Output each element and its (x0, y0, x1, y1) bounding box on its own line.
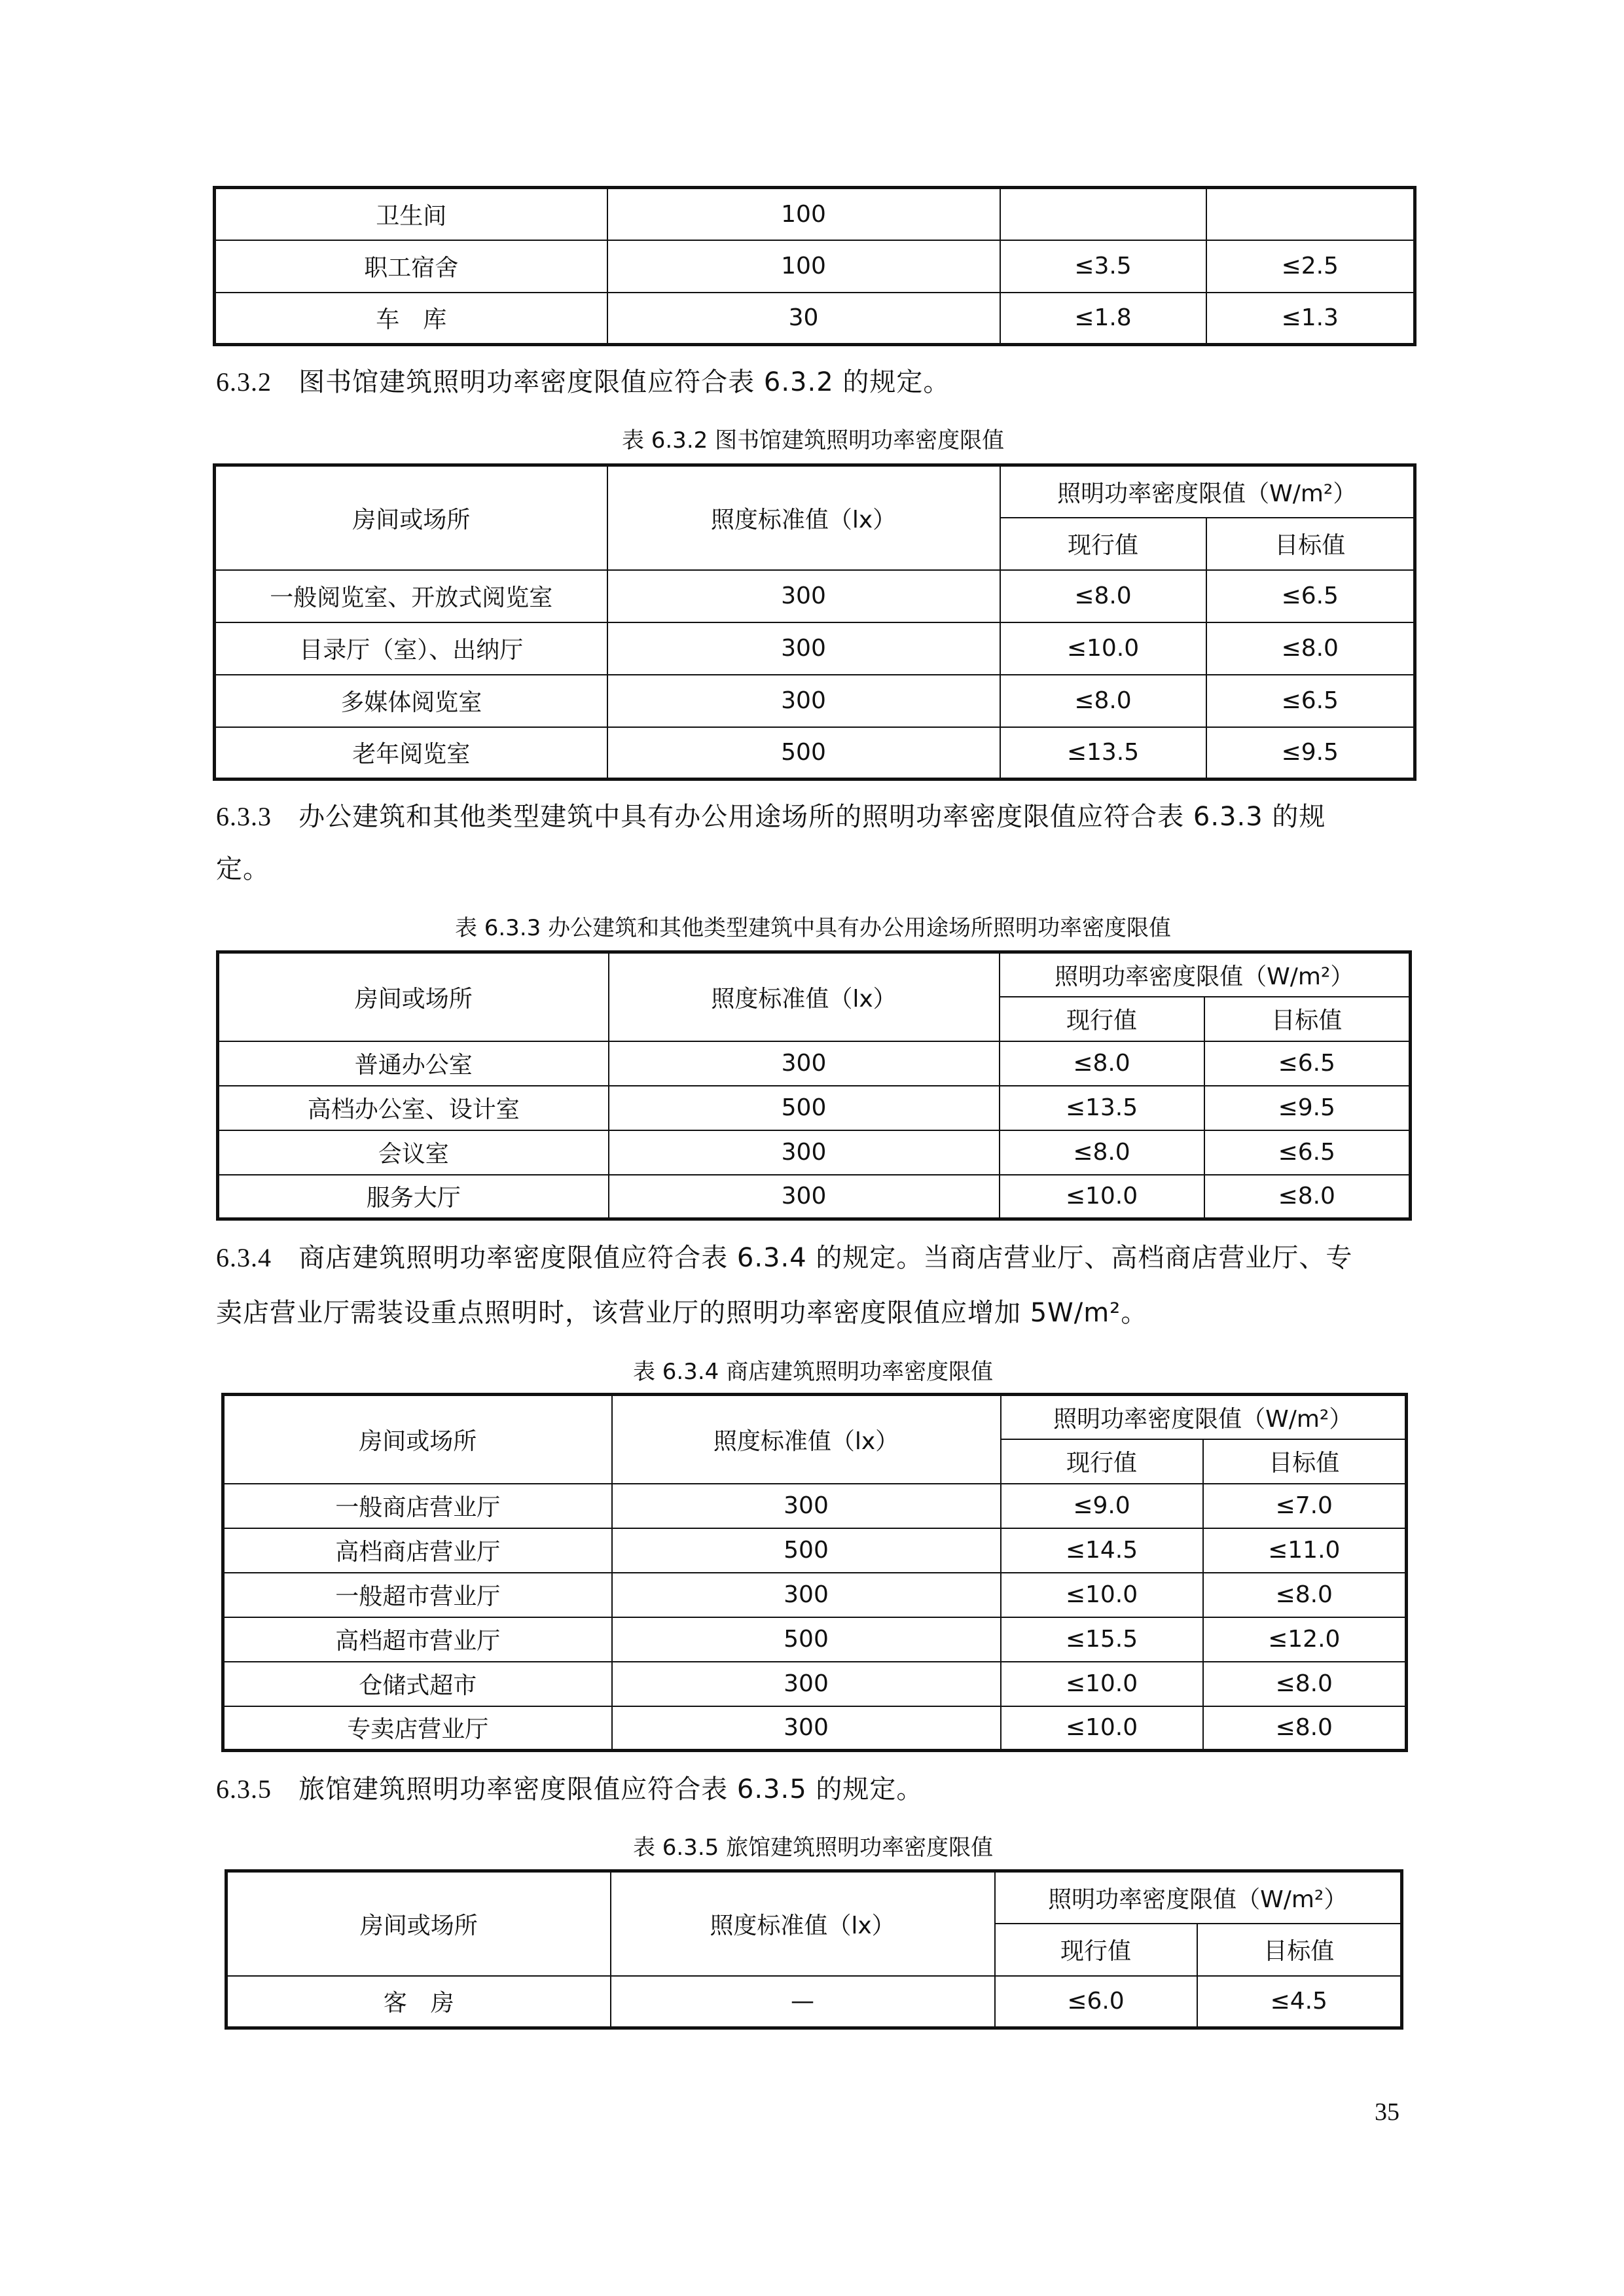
cell-room: 高档商店营业厅 (223, 1528, 612, 1573)
cell-current-value: ≤8.0 (1000, 570, 1206, 622)
header-illuminance: 照度标准值（lx） (609, 952, 1000, 1041)
table-row (218, 1041, 1411, 1086)
clause-6-3-5 (216, 1761, 923, 1818)
cell-current-value (1000, 188, 1206, 240)
cell-current-value: ≤9.0 (1001, 1484, 1203, 1528)
table-6-3-4-header (223, 1395, 1407, 1484)
table-6-3-5-body (226, 1976, 1402, 2028)
cell-target-value: ≤11.0 (1203, 1528, 1407, 1573)
cell-target-value: ≤12.0 (1203, 1617, 1407, 1662)
header-power-density: 照明功率密度限值（W/m²） (1000, 465, 1415, 518)
header-current-value: 现行值 (1000, 997, 1204, 1041)
table-6-3-3-body (218, 1041, 1411, 1219)
cell-room: 多媒体阅览室 (215, 675, 607, 727)
clause-number: 6.3.4 (216, 1243, 272, 1272)
cell-target-value: ≤6.5 (1204, 1130, 1411, 1175)
table-row (218, 1130, 1411, 1175)
table-6-3-2-caption: 表 6.3.2 图书馆建筑照明功率密度限值 (621, 427, 1005, 454)
cell-illuminance: 300 (612, 1662, 1001, 1706)
cell-room: 一般商店营业厅 (223, 1484, 612, 1528)
cell-illuminance: 300 (609, 1041, 1000, 1086)
header-row (215, 465, 1415, 518)
cell-room: 仓储式超市 (223, 1662, 612, 1706)
clause-text: 旅馆建筑照明功率密度限值应符合表 6.3.5 的规定。 (298, 1774, 924, 1804)
table-6-3-5-header (226, 1871, 1402, 1976)
table-6-3-4 (221, 1393, 1408, 1752)
table-row (215, 188, 1415, 240)
header-power-density: 照明功率密度限值（W/m²） (995, 1871, 1402, 1924)
cell-current-value: ≤13.5 (1000, 1086, 1204, 1130)
table-row (215, 675, 1415, 727)
cell-room: 老年阅览室 (215, 727, 607, 780)
header-current-value: 现行值 (1000, 518, 1206, 570)
table-6-3-5 (225, 1869, 1403, 2030)
clause-6-3-3 (216, 788, 1326, 846)
header-power-density: 照明功率密度限值（W/m²） (1000, 952, 1411, 997)
cell-room: 专卖店营业厅 (223, 1706, 612, 1751)
clause-number: 6.3.5 (216, 1774, 272, 1804)
cell-current-value: ≤14.5 (1001, 1528, 1203, 1573)
cell-target-value (1206, 188, 1415, 240)
table-row (223, 1573, 1407, 1617)
table-6-3-3-caption: 表 6.3.3 办公建筑和其他类型建筑中具有办公用途场所照明功率密度限值 (454, 915, 1172, 941)
cell-target-value: ≤8.0 (1206, 622, 1415, 675)
table-6-3-2-body (215, 570, 1415, 780)
cell-room: 卫生间 (215, 188, 607, 240)
table-row (223, 1662, 1407, 1706)
cell-current-value: ≤6.0 (995, 1976, 1197, 2028)
table-row (223, 1617, 1407, 1662)
cell-illuminance: 30 (607, 293, 1000, 345)
cell-target-value: ≤4.5 (1197, 1976, 1402, 2028)
header-row (226, 1871, 1402, 1924)
cell-current-value: ≤13.5 (1000, 727, 1206, 780)
table-row (215, 240, 1415, 293)
table-6-3-3-block (216, 950, 1412, 1221)
header-room: 房间或场所 (226, 1871, 611, 1976)
cell-current-value: ≤10.0 (1001, 1573, 1203, 1617)
header-illuminance: 照度标准值（lx） (612, 1395, 1001, 1484)
cell-room: 服务大厅 (218, 1175, 609, 1219)
cell-room: 会议室 (218, 1130, 609, 1175)
cell-illuminance: 300 (609, 1175, 1000, 1219)
cell-target-value: ≤9.5 (1206, 727, 1415, 780)
table-row (223, 1484, 1407, 1528)
page-number: 35 (1375, 2098, 1399, 2126)
clause-6-3-2 (216, 353, 950, 411)
cell-target-value: ≤6.5 (1204, 1041, 1411, 1086)
header-target-value: 目标值 (1206, 518, 1415, 570)
header-room: 房间或场所 (223, 1395, 612, 1484)
header-room: 房间或场所 (215, 465, 607, 570)
clause-text: 图书馆建筑照明功率密度限值应符合表 6.3.2 的规定。 (298, 367, 950, 397)
table-6-3-5-block (225, 1869, 1403, 2030)
cell-target-value: ≤6.5 (1206, 675, 1415, 727)
cell-room: 目录厅（室）、出纳厅 (215, 622, 607, 675)
cell-illuminance: 300 (612, 1706, 1001, 1751)
header-target-value: 目标值 (1203, 1439, 1407, 1484)
clause-text-line1: 办公建筑和其他类型建筑中具有办公用途场所的照明功率密度限值应符合表 6.3.3 的规 (298, 802, 1326, 832)
clause-number: 6.3.2 (216, 367, 272, 397)
header-target-value: 目标值 (1197, 1924, 1402, 1976)
cell-current-value: ≤10.0 (1001, 1706, 1203, 1751)
cell-target-value: ≤8.0 (1203, 1706, 1407, 1751)
cell-current-value: ≤10.0 (1001, 1662, 1203, 1706)
table-row (215, 727, 1415, 780)
table-row (215, 293, 1415, 345)
cell-target-value: ≤8.0 (1204, 1175, 1411, 1219)
table-6-3-5-caption: 表 6.3.5 旅馆建筑照明功率密度限值 (632, 1835, 994, 1861)
table-6-3-3 (216, 950, 1412, 1221)
cell-illuminance: 500 (612, 1617, 1001, 1662)
cell-room: 普通办公室 (218, 1041, 609, 1086)
header-target-value: 目标值 (1204, 997, 1411, 1041)
header-power-density: 照明功率密度限值（W/m²） (1001, 1395, 1407, 1439)
table-6-3-3-header (218, 952, 1411, 1041)
table-6-3-2 (213, 463, 1416, 781)
cell-illuminance: 500 (607, 727, 1000, 780)
cell-current-value: ≤8.0 (1000, 675, 1206, 727)
clause-6-3-3-cont: 定。 (216, 854, 270, 884)
header-current-value: 现行值 (995, 1924, 1197, 1976)
header-room: 房间或场所 (218, 952, 609, 1041)
cell-current-value: ≤1.8 (1000, 293, 1206, 345)
cell-target-value: ≤1.3 (1206, 293, 1415, 345)
table-6-3-2-block (213, 463, 1416, 781)
cell-illuminance: 100 (607, 240, 1000, 293)
table-row (215, 622, 1415, 675)
table-row (223, 1528, 1407, 1573)
cell-target-value: ≤9.5 (1204, 1086, 1411, 1130)
cell-illuminance: 300 (612, 1484, 1001, 1528)
cell-room: 客 房 (226, 1976, 611, 2028)
header-row (223, 1395, 1407, 1439)
top-table (213, 186, 1416, 346)
cell-illuminance: 300 (607, 675, 1000, 727)
cell-illuminance: 300 (609, 1130, 1000, 1175)
cell-illuminance: — (611, 1976, 995, 2028)
cell-current-value: ≤10.0 (1000, 622, 1206, 675)
cell-room: 一般超市营业厅 (223, 1573, 612, 1617)
top-table-body (215, 188, 1415, 345)
cell-illuminance: 500 (612, 1528, 1001, 1573)
header-illuminance: 照度标准值（lx） (607, 465, 1000, 570)
cell-illuminance: 300 (607, 570, 1000, 622)
cell-illuminance: 300 (607, 622, 1000, 675)
table-row (226, 1976, 1402, 2028)
cell-illuminance: 500 (609, 1086, 1000, 1130)
cell-target-value: ≤8.0 (1203, 1662, 1407, 1706)
cell-target-value: ≤6.5 (1206, 570, 1415, 622)
top-table-block (213, 186, 1416, 346)
cell-room: 职工宿舍 (215, 240, 607, 293)
cell-illuminance: 300 (612, 1573, 1001, 1617)
cell-current-value: ≤8.0 (1000, 1130, 1204, 1175)
cell-target-value: ≤7.0 (1203, 1484, 1407, 1528)
cell-current-value: ≤3.5 (1000, 240, 1206, 293)
cell-room: 一般阅览室、开放式阅览室 (215, 570, 607, 622)
table-row (218, 1175, 1411, 1219)
cell-room: 高档超市营业厅 (223, 1617, 612, 1662)
clause-6-3-4-cont: 卖店营业厅需装设重点照明时，该营业厅的照明功率密度限值应增加 5W/m²。 (216, 1298, 1148, 1328)
cell-illuminance: 100 (607, 188, 1000, 240)
cell-target-value: ≤2.5 (1206, 240, 1415, 293)
cell-current-value: ≤8.0 (1000, 1041, 1204, 1086)
table-6-3-4-block (221, 1393, 1408, 1752)
header-current-value: 现行值 (1001, 1439, 1203, 1484)
header-row (218, 952, 1411, 997)
clause-text-line1: 商店建筑照明功率密度限值应符合表 6.3.4 的规定。当商店营业厅、高档商店营业厅、专 (298, 1243, 1353, 1273)
clause-6-3-4 (216, 1229, 1352, 1287)
cell-room: 高档办公室、设计室 (218, 1086, 609, 1130)
table-6-3-2-header (215, 465, 1415, 570)
table-row (218, 1086, 1411, 1130)
table-6-3-4-caption: 表 6.3.4 商店建筑照明功率密度限值 (632, 1359, 994, 1385)
cell-target-value: ≤8.0 (1203, 1573, 1407, 1617)
cell-current-value: ≤15.5 (1001, 1617, 1203, 1662)
table-row (215, 570, 1415, 622)
cell-current-value: ≤10.0 (1000, 1175, 1204, 1219)
table-row (223, 1706, 1407, 1751)
cell-room: 车 库 (215, 293, 607, 345)
header-illuminance: 照度标准值（lx） (611, 1871, 995, 1976)
table-6-3-4-body (223, 1484, 1407, 1751)
clause-number: 6.3.3 (216, 802, 272, 831)
